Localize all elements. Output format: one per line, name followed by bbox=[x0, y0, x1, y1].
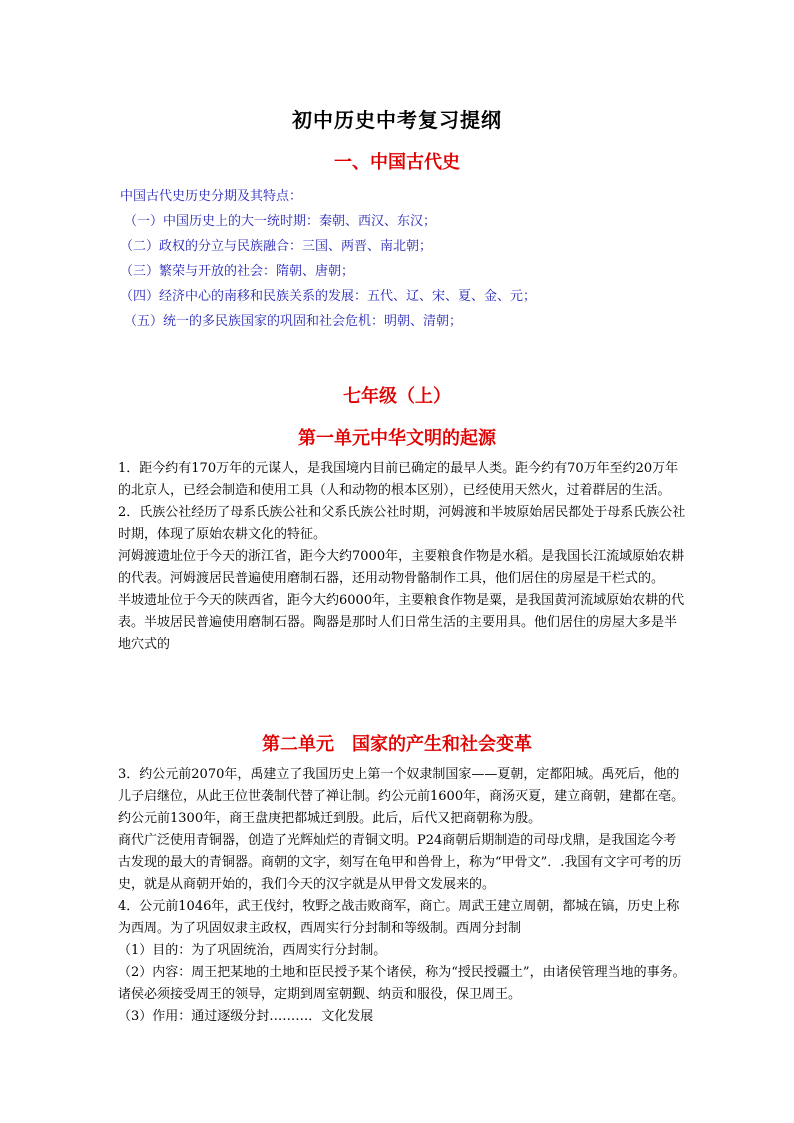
period-item: （五）统一的多民族国家的巩固和社会危机：明朝、清朝； bbox=[124, 314, 463, 329]
period-item: （三）繁荣与开放的社会：隋朝、唐朝； bbox=[120, 264, 355, 279]
period-item: （二）政权的分立与民族融合：三国、两晋、南北朝； bbox=[120, 239, 433, 254]
section-heading-ancient-history: 一、中国古代史 bbox=[334, 152, 460, 173]
period-item: （四）经济中心的南移和民族关系的发展：五代、辽、宋、夏、金、元； bbox=[120, 289, 537, 304]
unit1-heading: 第一单元中华文明的起源 bbox=[298, 428, 496, 449]
paragraph: 3．约公元前2070年，禹建立了我国历史上第一个奴隶制国家——夏朝，定都阳城。禹死后，他的儿子启继位，从此王位世袭制代替了禅让制。约公元前1600年，商汤灭夏，建立商朝，建都在亳。约公元前1300年，商王盘庚把都城迁到殷。此后，后代又把商朝称为殷。 bbox=[118, 767, 685, 826]
periods-list bbox=[120, 184, 720, 334]
grade-heading: 七年级（上） bbox=[343, 386, 451, 407]
unit2-content bbox=[118, 764, 686, 1028]
paragraph: 1．距今约有170万年的元谋人，是我国境内目前已确定的最早人类。距今约有70万年至约20万年的北京人，已经会制造和使用工具（人和动物的根本区别），已经使用天然火，过着群居的生活。 bbox=[118, 461, 679, 498]
paragraph: 河姆渡遗址位于今天的浙江省，距今大约7000年，主要粮食作物是水稻。是我国长江流域原始农耕的代表。河姆渡居民普遍使用磨制石器，还用动物骨骼制作工具，他们居住的房屋是干栏式的。 bbox=[118, 549, 685, 586]
unit2-heading: 第二单元 国家的产生和社会变革 bbox=[262, 734, 532, 755]
paragraph: （2）内容：周王把某地的土地和臣民授予某个诸侯，称为“授民授疆土”，由诸侯管理当地的事务。诸侯必须接受周王的领导，定期到周室朝觐、纳贡和服役，保卫周王。 bbox=[118, 965, 686, 1002]
paragraph: 半坡遗址位于今天的陕西省，距今大约6000年，主要粮食作物是粟，是我国黄河流域原始农耕的代表。半坡居民普遍使用磨制石器。陶器是那时人们日常生活的主要用具。他们居住的房屋大多是半地穴式的 bbox=[118, 593, 685, 652]
paragraph: （1）目的：为了巩固统治，西周实行分封制。 bbox=[118, 943, 387, 958]
document-title: 初中历史中考复习提纲 bbox=[292, 108, 502, 132]
period-item: （一）中国历史上的大一统时期：秦朝、西汉、东汉； bbox=[124, 214, 437, 229]
paragraph: 4．公元前1046年，武王伐纣，牧野之战击败商军，商亡。周武王建立周朝，都城在镐，历史上称为西周。为了巩固奴隶主政权，西周实行分封制和等级制。西周分封制 bbox=[118, 899, 680, 936]
paragraph: 2．氏族公社经历了母系氏族公社和父系氏族公社时期，河姆渡和半坡原始居民都处于母系氏族公社时期，体现了原始农耕文化的特征。 bbox=[118, 505, 686, 542]
unit1-content bbox=[118, 458, 686, 656]
paragraph: （3）作用：通过逐级分封………．文化发展 bbox=[118, 1009, 374, 1024]
paragraph: 商代广泛使用青铜器，创造了光辉灿烂的青铜文明。P24商朝后期制造的司母戊鼎，是我国迄今考古发现的最大的青铜器。商朝的文字，刻写在龟甲和兽骨上，称为“甲骨文”．.我国有文字可考的历史，就是从商朝开始的，我们今天的汉字就是从甲骨文发展来的。 bbox=[118, 833, 682, 892]
periods-intro: 中国古代史历史分期及其特点： bbox=[120, 189, 303, 204]
